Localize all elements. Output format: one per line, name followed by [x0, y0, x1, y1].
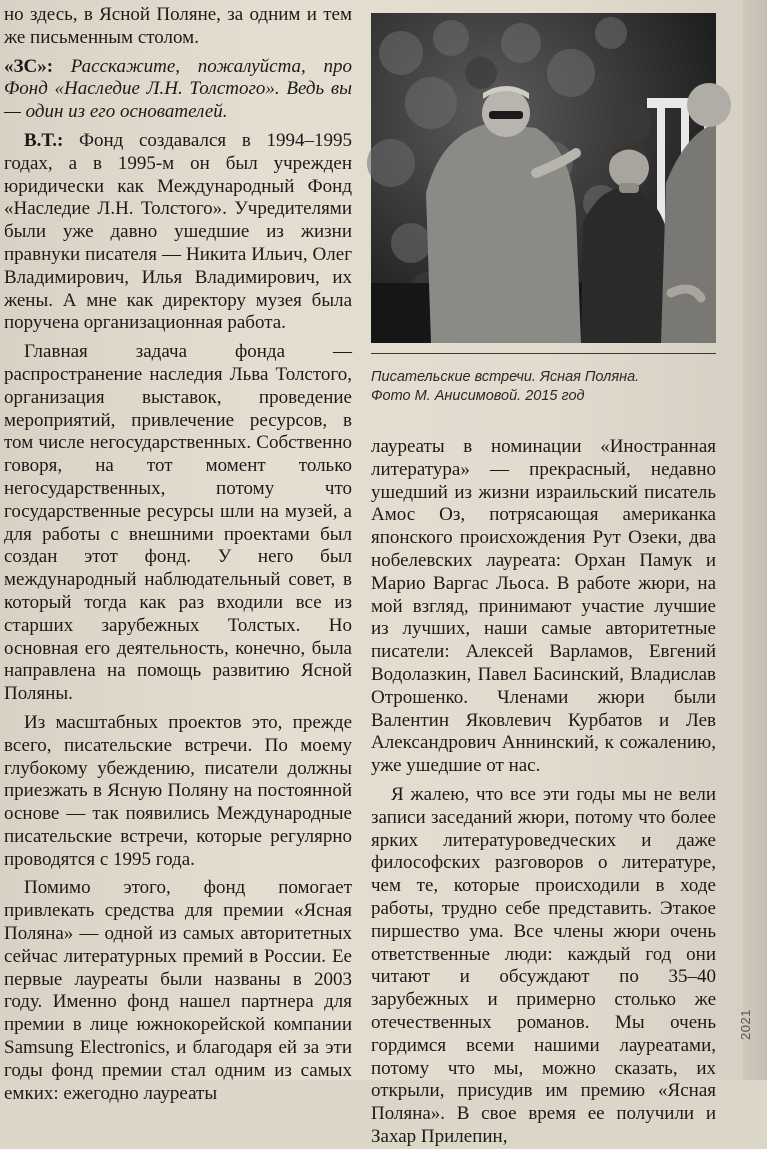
- answer-text: Фонд создавался в 1994–1995 годах, а в 1995-м он был учрежден юридически как Международный Фонд «Наследие Л.Н. Толстого». Учредителями были уже давно ушедшие из жизни правнуки писателя — Никита Ильич, Олег Владимирович, Илья Владимирович, их жены. А мне как директору музея была поручена организационная работа.: [4, 129, 352, 334]
- paragraph-foundation-goal: Главная задача фонда — распространение наследия Льва Толстого, организация выставок, проведение мероприятий, привлечение ресурсов, в том числе негосударственных. Собственно говоря, на тот момент только негосударственных, потому что государственные ресурсы шли на музей, а для работы с внешними проектами был создан этот фонд. У него был международный наблюдательный совет, в который тогда как раз входили все из старших зарубежных Толстых. Но основная его деятельность, конечно, была направлена на помощь развитию Ясной Поляны.: [4, 341, 352, 705]
- caption-rule: [371, 353, 716, 354]
- caption-line-1: Писательские встречи. Ясная Поляна.: [371, 369, 640, 385]
- left-text-column: [4, 4, 352, 1105]
- paragraph-writers-meetings: Из масштабных проектов это, прежде всего, писательские встречи. По моему глубокому убеждению, писатели должны приезжать в Ясную Поляну на постоянной основе — так появились Международные писательские встречи, которые регулярно проводятся с 1995 года.: [4, 711, 352, 870]
- paragraph-jury: Я жалею, что все эти годы мы не вели записи заседаний жюри, потому что более ярких литературоведческих и даже философских разговоров о литературе, чем те, которые происходили в ходе работы, трудно себе представить. Этакое пиршество ума. Все члены жюри очень ответственные люди: каждый год они читают и обсуждают по 35–40 зарубежных и примерно столько же отечественных романов. Мы очень гордимся всеми нашими лауреатами, потому что мы, можно сказать, их открыли, присудив им премию «Ясная Поляна». В свое время ее получили и Захар Прилепин,: [371, 783, 716, 1147]
- question-text: Расскажите, пожалуйста, про Фонд «Наследие Л.Н. Толстого». Ведь вы — один из его основателей.: [4, 55, 352, 123]
- caption-line-2: Фото М. Анисимовой. 2015 год: [371, 388, 585, 404]
- answer-speaker: В.Т.:: [24, 129, 64, 151]
- paragraph-prize: Помимо этого, фонд помогает привлекать средства для премии «Ясная Поляна» — одной из самых авторитетных сейчас литературных премий в России. Ее первые лауреаты были названы в 2003 году. Именно фонд нашел партнера для премии в лице южнокорейской компании Samsung Electronics, и благодаря ей за эти годы фонд премии стал одним из самых емких: ежегодно лауреаты: [4, 877, 352, 1104]
- interviewee-answer: [4, 130, 352, 335]
- issue-year: 2021: [738, 1009, 753, 1040]
- interviewer-question: [4, 56, 352, 124]
- photo-illustration: [371, 13, 716, 343]
- right-text-column: [371, 436, 716, 1149]
- paragraph-laureates: лауреаты в номинации «Иностранная литература» — прекрасный, недавно ушедший из жизни израильский писатель Амос Оз, потрясающая американка японского происхождения Рут Озеки, два нобелевских лауреата: Орхан Памук и Марио Варгас Льоса. В работе жюри, на мой взгляд, принимают участие лучшие из лучших, наши самые авторитетные писатели: Алексей Варламов, Евгений Водолазкин, Павел Басинский, Владислав Отрошенко. Членами жюри были Валентин Яковлевич Курбатов и Лев Александрович Аннинский, к сожалению, уже ушедшие от нас.: [371, 436, 716, 777]
- paragraph-continuation: но здесь, в Ясной Поляне, за одним и тем же письменным столом.: [4, 4, 352, 48]
- photo-caption: [371, 368, 716, 406]
- question-speaker: «ЗС»:: [4, 55, 54, 77]
- adjacent-page-edge: [743, 0, 767, 1080]
- photo-writers-meeting: [371, 13, 716, 343]
